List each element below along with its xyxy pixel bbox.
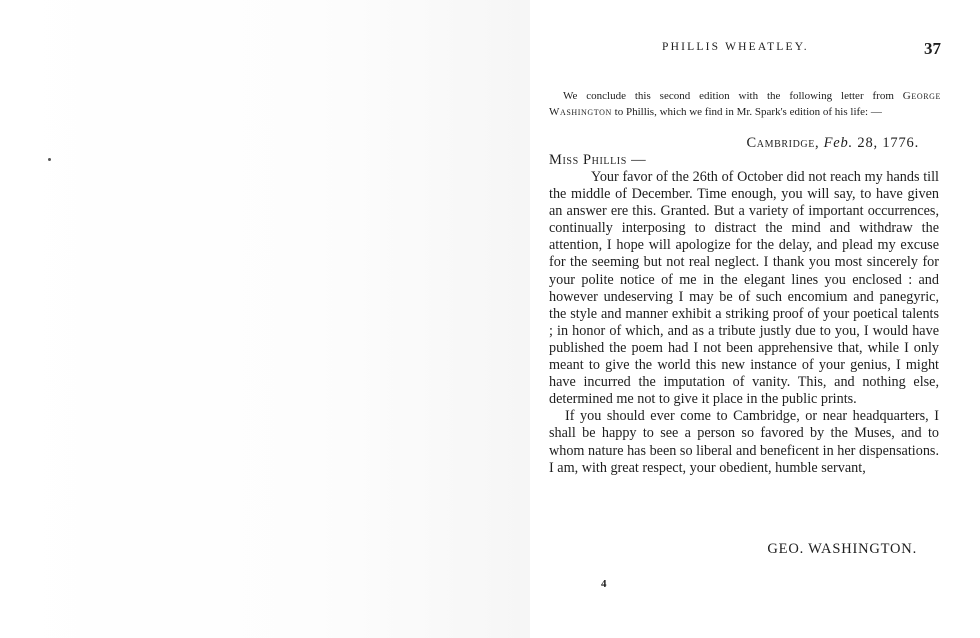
intro-note xyxy=(549,88,941,120)
dateline-month: Feb. xyxy=(823,135,853,151)
dateline xyxy=(747,135,919,152)
dateline-date: 28, 1776. xyxy=(857,135,919,151)
signature-mark: 4 xyxy=(601,578,607,590)
page-number: 37 xyxy=(924,39,941,58)
salutation: Miss Phillis — xyxy=(549,152,647,168)
signature: GEO. WASHINGTON. xyxy=(767,541,917,557)
intro-name: George Washington xyxy=(549,90,942,118)
letter-body xyxy=(549,169,939,477)
intro-text-end: to Phillis, which we find in Mr. Spark's edition of his life: — xyxy=(614,106,882,118)
ink-speck xyxy=(48,158,51,161)
running-head xyxy=(549,39,941,59)
running-title: PHILLIS WHEATLEY. xyxy=(662,41,809,53)
intro-text-start: We conclude this second edition with the following letter from xyxy=(563,90,894,102)
dateline-place: Cambridge, xyxy=(746,135,820,151)
letter-paragraph-2: If you should ever come to Cambridge, or near headquarters, I shall be happy to see a person so favored by the Muses, and to whom nature has been so liberal and beneficent in her dispensations. I am, with great respect, your obedient, humble servant, xyxy=(549,408,939,476)
book-page xyxy=(549,0,941,638)
letter-paragraph-1: Your favor of the 26th of October did not reach my hands till the middle of December. Time enough, you will say, to have given an answer ere this. Granted. But a variety of important occurrences, continually interposing to distract the mind and withdraw the attention, I hope will apologize for the delay, and plead my excuse for the seeming but not real neglect. I thank you most sincerely for your polite notice of me in the elegant lines you enclosed : and however undeserving I may be of such encomium and panegyric, the style and manner exhibit a striking proof of your poetical talents ; in honor of which, and as a tribute justly due to you, I would have published the poem had I not been apprehensive that, while I only meant to give the world this new instance of your genius, I might have incurred the imputation of vanity. This, and nothing else, determined me not to give it place in the public prints. xyxy=(549,169,939,408)
